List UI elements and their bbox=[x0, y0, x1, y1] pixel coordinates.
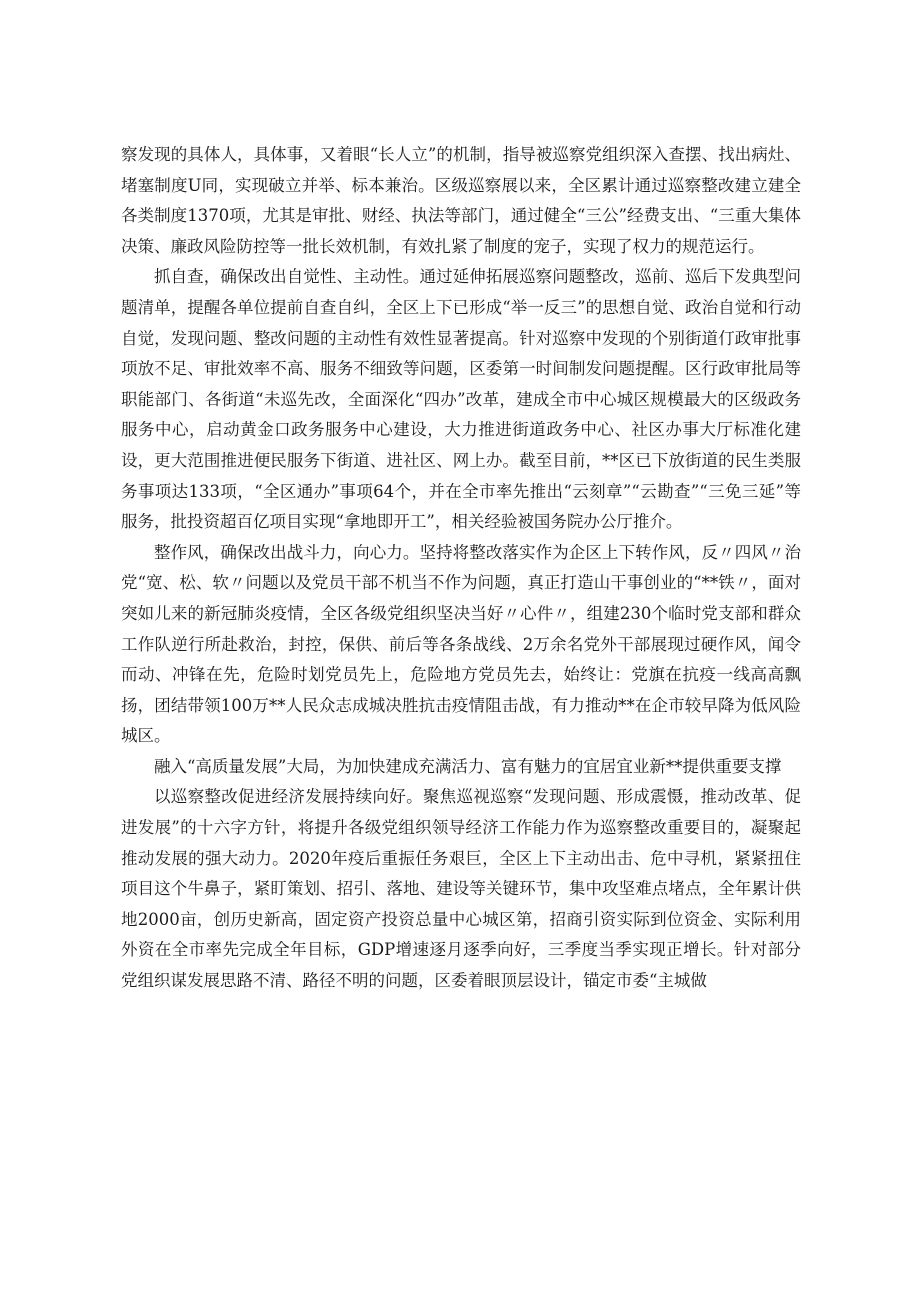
paragraph-continuation: 察发现的具体人，具体事，又着眼“长人立”的机制，指导被巡察党组织深入查摆、找出病灶、堵塞制度U同，实现破立并举、标本兼治。区级巡察展以来，全区累计通过巡察整改建立建全各类制度1370项，尤其是审批、财经、执法等部门，通过健全“三公”经费支出、“三重大集体决策、廉政风险防控等一批长效机制，有效扎紧了制度的宠子，实现了权力的规范运行。 bbox=[121, 145, 801, 256]
paragraph-work-style: 整作风，确保改出战斗力，向心力。坚持将整改落实作为企区上下转作风，反〃四风〃治党“宽、松、软〃问题以及党员干部不机当不作为问题，真正打造山干事创业的“**铁〃，面对突如儿来的新冠肺炎疫情，全区各级党组织坚决当好〃心件〃，组建230个临时党支部和群众工作队逆行所赴救治，封控，保供、前后等各条战线、2万余名党外干部展现过硬作风，闻令而动、冲锋在先，危险时划党员先上，危险地方党员先去，始终让：党旗在抗疫一线高高飘扬，团结带领100万**人民众志成城决胜抗击疫情阻击战，有力推动**在企市较早降为低风险城区。 bbox=[121, 542, 801, 746]
section-heading: 融入“高质量发展”大局，为加快建成充满活力、富有魅力的宜居宜业新**提供重要支撑 bbox=[154, 756, 782, 776]
document-body bbox=[121, 140, 801, 997]
paragraph-economic-development: 以巡察整改促进经济发展持续向好。聚焦巡视巡察“发现问题、形成震慑，推动改革、促进发展”的十六字方针，将提升各级党组织领导经济工作能力作为巡察整改重要目的，凝聚起推动发展的强大动力。2020年疫后重振任务艰巨，全区上下主动出击、危中寻机，紧紧扭住项目这个牛鼻子，紧盯策划、招引、落地、建设等关键环节，集中攻坚难点堵点，全年累计供地2000亩，创历史新高，固定资产投资总量中心城区第，招商引资实际到位资金、实际利用外资在全市率先完成全年目标，GDP增速逐月逐季向好，三季度当季实现正增长。针对部分党组织谋发展思路不清、路径不明的问题，区委着眼顶层设计，锚定市委“主城做 bbox=[121, 787, 801, 991]
paragraph-self-inspection: 抓自查，确保改出自觉性、主动性。通过延伸拓展巡察问题整改，巡前、巡后下发典型问题清单，提醒各单位提前自查自纠，全区上下已形成“举一反三”的思想自觉、政治自觉和行动自觉，发现问题、整改问题的主动性有效性显著提高。针对巡察中发现的个别街道仃政审批事项放不足、审批效率不高、服务不细致等问题，区委第一时间制发问题提醒。区行政审批局等职能部门、各街道“未巡先改，全面深化“四办”改革，建成全市中心城区规模最大的区级政务服务中心，启动黄金口政务服务中心建设，大力推进街道政务中心、社区办事大厅标准化建设，更大范围推进便民服务下街道、进社区、网上办。截至目前，**区已下放街道的民生类服务事项达133项，“全区通办”事项64个，并在全市率先推出“云刻章”“云勘查”“三免三延”等服务，批投资超百亿项目实现“拿地即开工”，相关经验被国务院办公厅推介。 bbox=[121, 267, 801, 532]
